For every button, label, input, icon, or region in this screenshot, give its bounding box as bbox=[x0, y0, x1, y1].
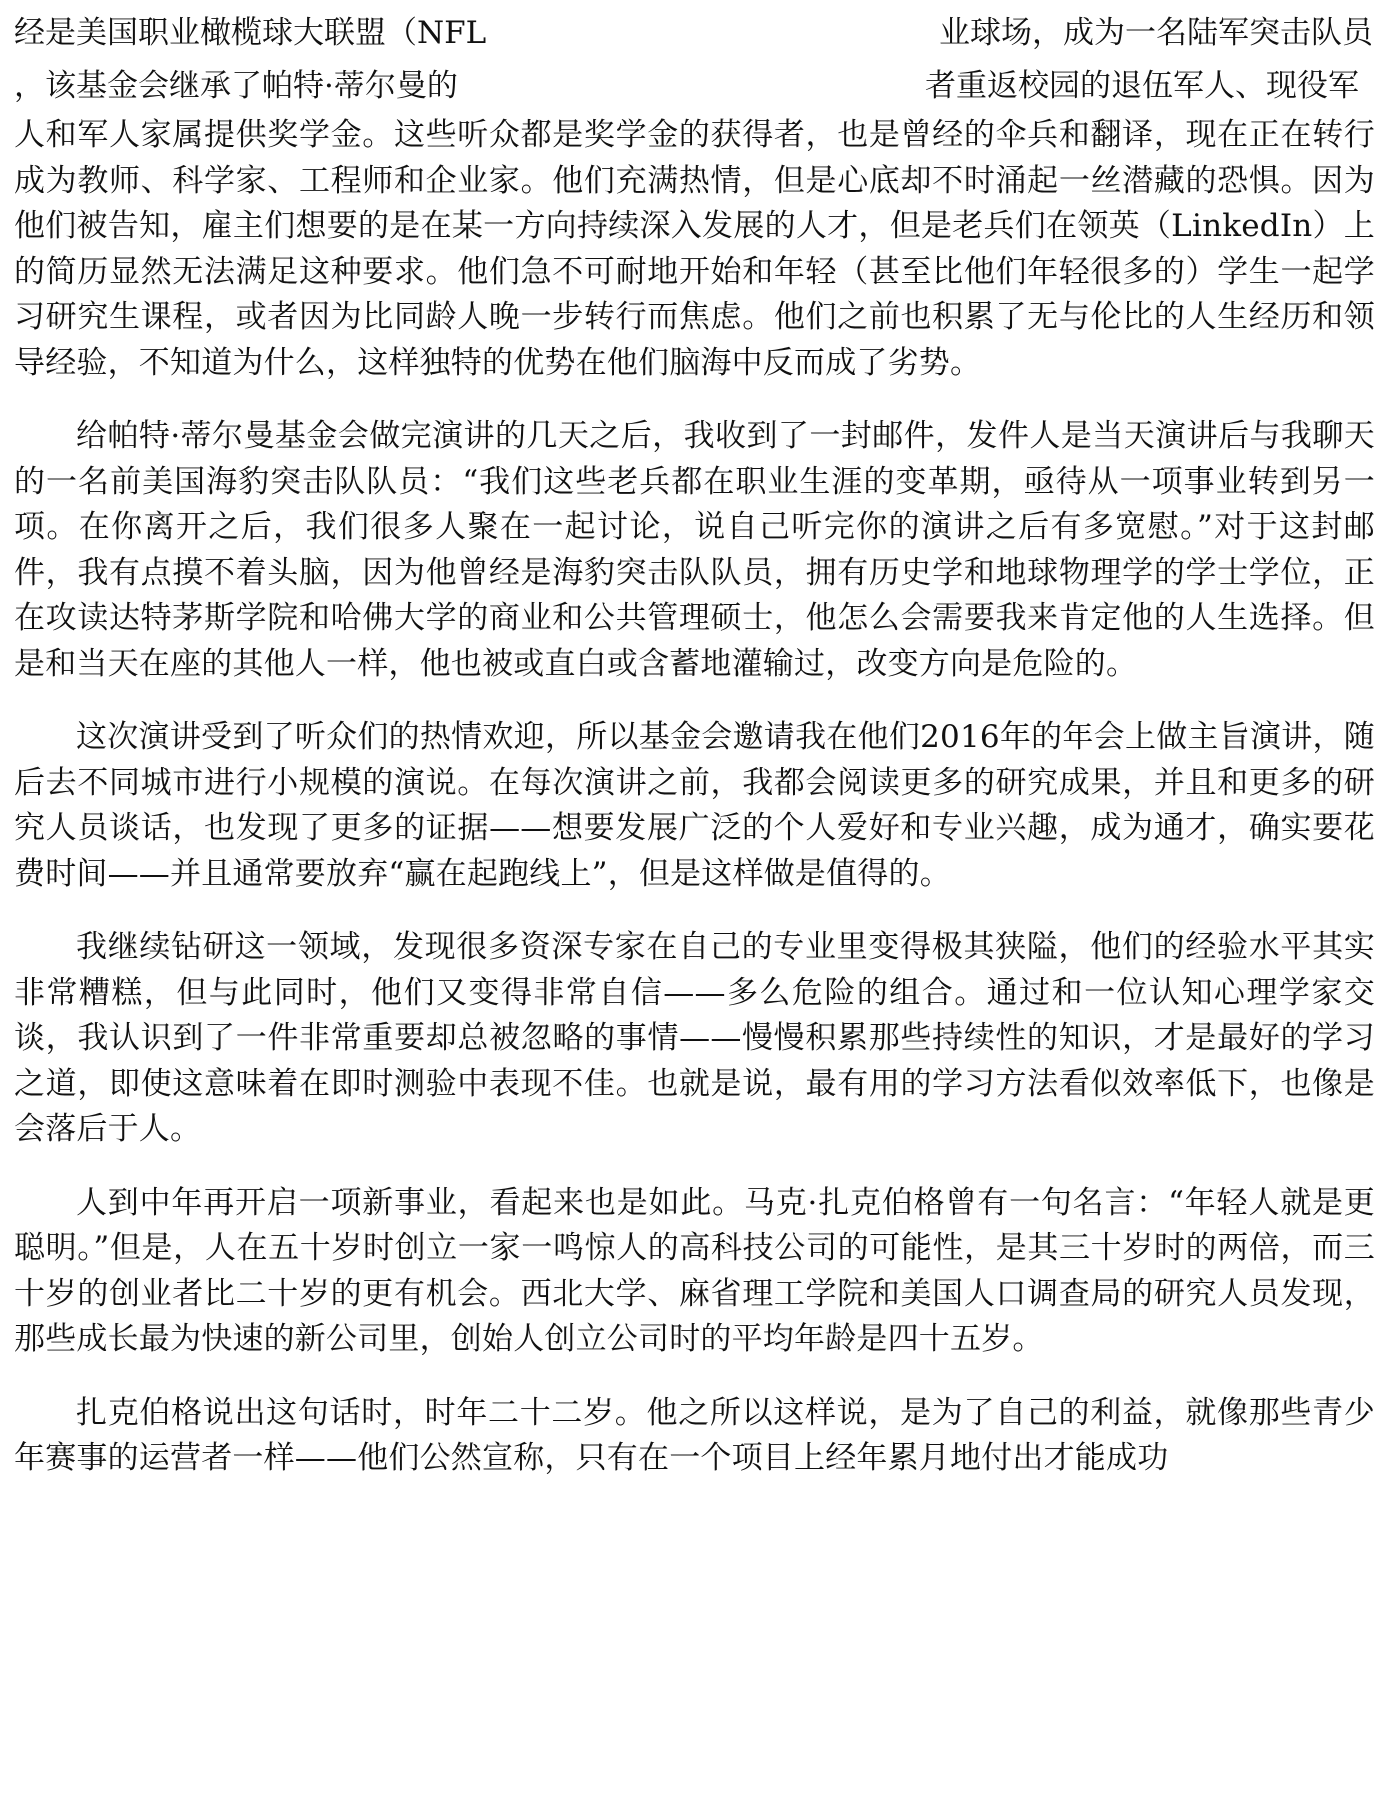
paragraph: 人到中年再开启一项新事业，看起来也是如此。马克·扎克伯格曾有一句名言：“年轻人就是更聪明。”但是，人在五十岁时创立一家一鸣惊人的高科技公司的可能性，是其三十岁时的两倍，而三十岁的创业者比二十岁的更有机会。西北大学、麻省理工学院和美国人口调查局的研究人员发现，那些成长最为快速的新公司里，创始人创立公司时的平均年龄是四十五岁。 bbox=[14, 1184, 1375, 1357]
partial-line-2-left: ，该基金会继承了帕特·蒂尔曼的 bbox=[14, 68, 458, 104]
partial-line-1-right: 业球场，成为一名陆军突击队员 bbox=[939, 15, 1373, 51]
paragraph: 给帕特·蒂尔曼基金会做完演讲的几天之后，我收到了一封邮件，发件人是当天演讲后与我聊天的一名前美国海豹突击队队员：“我们这些老兵都在职业生涯的变革期，亟待从一项事业转到另一项。在你离开之后，我们很多人聚在一起讨论，说自己听完你的演讲之后有多宽慰。”对于这封邮件，我有点摸不着头脑，因为他曾经是海豹突击队队员，拥有历史学和地球物理学的学士学位，正在攻读达特茅斯学院和哈佛大学的商业和公共管理硕士，他怎么会需要我来肯定他的人生选择。但是和当天在座的其他人一样，他也被或直白或含蓄地灌输过，改变方向是危险的。 bbox=[14, 418, 1375, 682]
paragraph: 扎克伯格说出这句话时，时年二十二岁。他之所以这样说，是为了自己的利益，就像那些青少年赛事的运营者一样——他们公然宣称，只有在一个项目上经年累月地付出才能成功 bbox=[14, 1394, 1375, 1476]
paragraph: 这次演讲受到了听众们的热情欢迎，所以基金会邀请我在他们2016年的年会上做主旨演讲，随后去不同城市进行小规模的演说。在每次演讲之前，我都会阅读更多的研究成果，并且和更多的研究人员谈话，也发现了更多的证据——想要发展广泛的个人爱好和专业兴趣，成为通才，确实要花费时间——并且通常要放弃“赢在起跑线上”，但是这样做是值得的。 bbox=[14, 719, 1375, 892]
paragraph: 人和军人家属提供奖学金。这些听众都是奖学金的获得者，也是曾经的伞兵和翻译，现在正在转行成为教师、科学家、工程师和企业家。他们充满热情，但是心底却不时涌起一丝潜藏的恐惧。因为他们被告知，雇主们想要的是在某一方向持续深入发展的人才，但是老兵们在领英（LinkedIn）上的简历显然无法满足这种要求。他们急不可耐地开始和年轻（甚至比他们年轻很多的）学生一起学习研究生课程，或者因为比同龄人晚一步转行而焦虑。他们之前也积累了无与伦比的人生经历和领导经验，不知道为什么，这样独特的优势在他们脑海中反而成了劣势。 bbox=[14, 117, 1375, 381]
body-text bbox=[14, 113, 1375, 1510]
paragraph: 我继续钻研这一领域，发现很多资深专家在自己的专业里变得极其狭隘，他们的经验水平其实非常糟糕，但与此同时，他们又变得非常自信——多么危险的组合。通过和一位认知心理学家交谈，我认识到了一件非常重要却总被忽略的事情——慢慢积累那些持续性的知识，才是最好的学习之道，即使这意味着在即时测验中表现不佳。也就是说，最有用的学习方法看似效率低下，也像是会落后于人。 bbox=[14, 929, 1375, 1147]
partial-line-2-right: 者重返校园的退伍军人、现役军 bbox=[925, 68, 1359, 104]
partial-line-1-left: 经是美国职业橄榄球大联盟（NFL bbox=[14, 15, 487, 51]
